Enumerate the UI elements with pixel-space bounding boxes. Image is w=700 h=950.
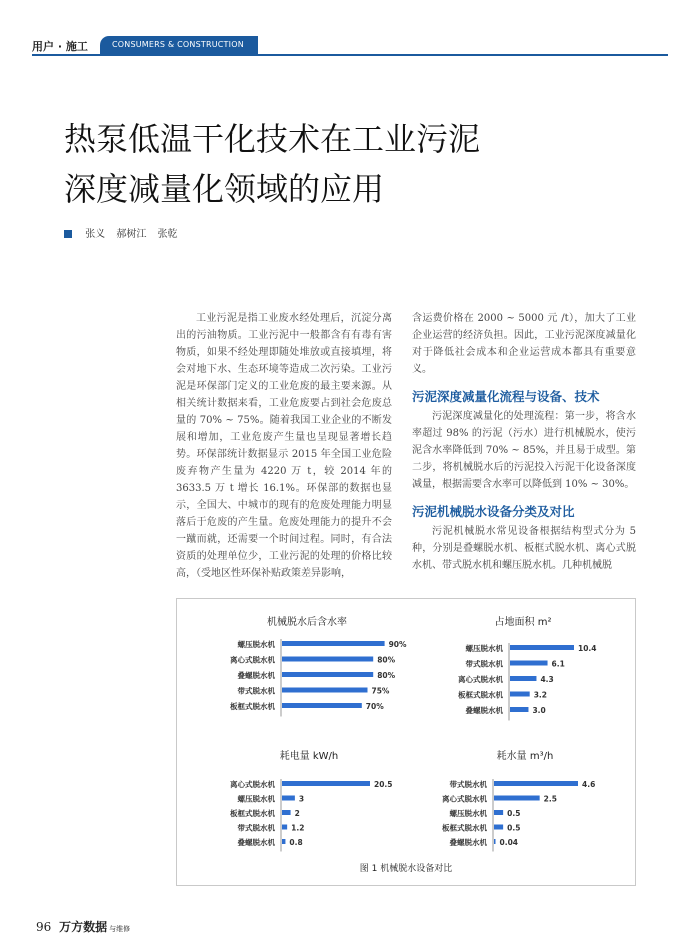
page-footer <box>36 918 130 935</box>
charts-canvas <box>177 599 635 885</box>
figure-caption: 图 1 机械脱水设备对比 <box>359 864 453 874</box>
bar <box>282 796 295 801</box>
bar-value-label: 80% <box>377 655 396 665</box>
bar-value-label: 4.6 <box>582 780 596 789</box>
bar-value-label: 80% <box>377 671 396 680</box>
bar <box>282 825 287 830</box>
bar <box>282 810 291 815</box>
bar-category-label: 离心式脱水机 <box>230 780 275 789</box>
bar <box>282 672 373 677</box>
figure-equipment-comparison <box>176 598 636 886</box>
article-title <box>64 114 624 214</box>
bar-category-label: 螺压脱水机 <box>449 809 487 818</box>
author-name: 张乾 <box>157 229 178 240</box>
bar-category-label: 带式脱水机 <box>449 780 487 789</box>
chart-title: 耗电量 kW/h <box>279 751 339 762</box>
bar-category-label: 叠螺脱水机 <box>465 706 503 715</box>
bar-category-label: 带式脱水机 <box>237 823 275 833</box>
bar-value-label: 0.5 <box>507 823 521 833</box>
bar-category-label: 螺压脱水机 <box>465 644 503 653</box>
bar <box>494 839 496 844</box>
bar-value-label: 75% <box>371 686 390 696</box>
bar <box>282 688 368 693</box>
bar <box>282 781 370 786</box>
bar <box>510 676 536 681</box>
bar-category-label: 板框式脱水机 <box>230 809 275 818</box>
header-rule <box>32 54 668 56</box>
section-heading: 污泥机械脱水设备分类及对比 <box>412 504 575 519</box>
bar-value-label: 4.3 <box>540 675 554 684</box>
bar <box>494 825 503 830</box>
title-line-1: 热泵低温干化技术在工业污泥 <box>64 120 481 158</box>
bar-value-label: 1.2 <box>291 823 305 833</box>
bar-value-label: 0.04 <box>499 838 519 847</box>
bar-category-label: 离心式脱水机 <box>458 675 503 684</box>
magazine-name: 万方数据 <box>59 920 108 934</box>
bar-category-label: 板框式脱水机 <box>458 690 503 700</box>
chart-title: 机械脱水后含水率 <box>267 617 347 628</box>
bar-value-label: 2.5 <box>543 794 557 804</box>
bar <box>494 781 578 786</box>
bar-value-label: 0.8 <box>289 838 303 847</box>
chart-title: 耗水量 m³/h <box>496 751 554 762</box>
bar-value-label: 10.4 <box>578 644 597 653</box>
bar-category-label: 板框式脱水机 <box>442 823 487 833</box>
bar-category-label: 带式脱水机 <box>237 686 275 696</box>
title-line-2: 深度减量化领域的应用 <box>64 170 385 208</box>
body-column-left <box>176 310 392 582</box>
bar-category-label: 螺压脱水机 <box>237 794 275 804</box>
bar-value-label: 3.0 <box>532 706 546 715</box>
bar-category-label: 螺压脱水机 <box>237 640 275 649</box>
bar <box>282 657 373 662</box>
bar <box>494 796 540 801</box>
bar-value-label: 2 <box>294 809 300 818</box>
bar <box>282 703 362 708</box>
bar-value-label: 3 <box>298 794 305 804</box>
body-column-right <box>412 310 636 574</box>
bar-value-label: 70% <box>365 702 384 711</box>
bar <box>510 661 548 666</box>
bar-value-label: 90% <box>388 640 407 649</box>
paragraph: 污泥机械脱水常见设备根据结构型式分为 5 种，分别是叠螺脱水机、板框式脱水机、离心式脱水机、带式脱水机和螺压脱水机。几种机械脱 <box>412 526 636 571</box>
bar-category-label: 叠螺脱水机 <box>449 838 487 847</box>
author-name: 郝树江 <box>116 229 147 240</box>
section-tag: CONSUMERS & CONSTRUCTION <box>100 36 258 54</box>
bar-category-label: 离心式脱水机 <box>230 655 275 665</box>
bar <box>494 810 503 815</box>
author-name: 张义 <box>85 229 106 240</box>
bar-category-label: 板框式脱水机 <box>230 702 275 711</box>
bar-value-label: 3.2 <box>533 690 547 700</box>
paragraph: 含运费价格在 2000 ~ 5000 元 /t），加大了工业企业运营的经济负担。因此，工业污泥深度减量化对于降低社会成本和企业运营成本都具有重要意义。 <box>412 313 636 375</box>
bar <box>282 641 385 646</box>
bar-value-label: 0.5 <box>507 809 521 818</box>
bar-value-label: 6.1 <box>551 659 565 669</box>
bar <box>510 692 530 697</box>
section-label: 用户 · 施工 <box>32 40 88 53</box>
bar-category-label: 叠螺脱水机 <box>237 838 275 847</box>
bar-value-label: 20.5 <box>374 780 393 789</box>
authors <box>64 225 186 240</box>
paragraph: 工业污泥是指工业废水经处理后，沉淀分离出的污油物质。工业污泥中一般都含有有毒有害物质，如果不经处理即随处堆放或直接填埋，将会对地下水、生态环境等造成二次污染。工业污泥是环保部门定义的工业危废的最主要来源。从相关统计数据来看，工业危废要占到社会危废总量的 70% ~ 75%。随着我国工业企业的不断发展和增加，工业危废产生量也呈现显著增长趋势。环保部统计数据显示 2015 年全国工业危险废弃物产生量为 4220 万 t，较 2014 年的 3633.5 万 t 增长 16.1%。环保部的数据也显示，全国大、中城市的现有的危废处理能力明显落后于危废的产生量。危废处理能力的提升不会一蹴而就，还需要一个时间过程。同时，有合法资质的处理单位少，工业污泥的处理的价格比较高，（受地区性环保补贴政策差异影响， <box>176 313 392 579</box>
bar-category-label: 叠螺脱水机 <box>237 671 275 680</box>
magazine-subtitle: 与维修 <box>109 925 131 933</box>
page-number: 96 <box>36 920 52 934</box>
paragraph: 污泥深度减量化的处理流程：第一步，将含水率超过 98% 的污泥（污水）进行机械脱水，使污泥含水率降低到 70% ~ 85%，并且易于成型。第二步，将机械脱水后的污泥投入污泥干化设备深度减量，根据需要含水率可以降低到 10% ~ 30%。 <box>412 411 636 490</box>
bar-category-label: 带式脱水机 <box>465 659 503 669</box>
section-heading: 污泥深度减量化流程与设备、技术 <box>412 389 600 404</box>
square-bullet-icon <box>64 230 72 238</box>
bar <box>510 645 574 650</box>
bar-category-label: 离心式脱水机 <box>442 794 487 804</box>
chart-title: 占地面积 m² <box>494 617 552 628</box>
bar <box>510 707 528 712</box>
bar <box>282 839 285 844</box>
